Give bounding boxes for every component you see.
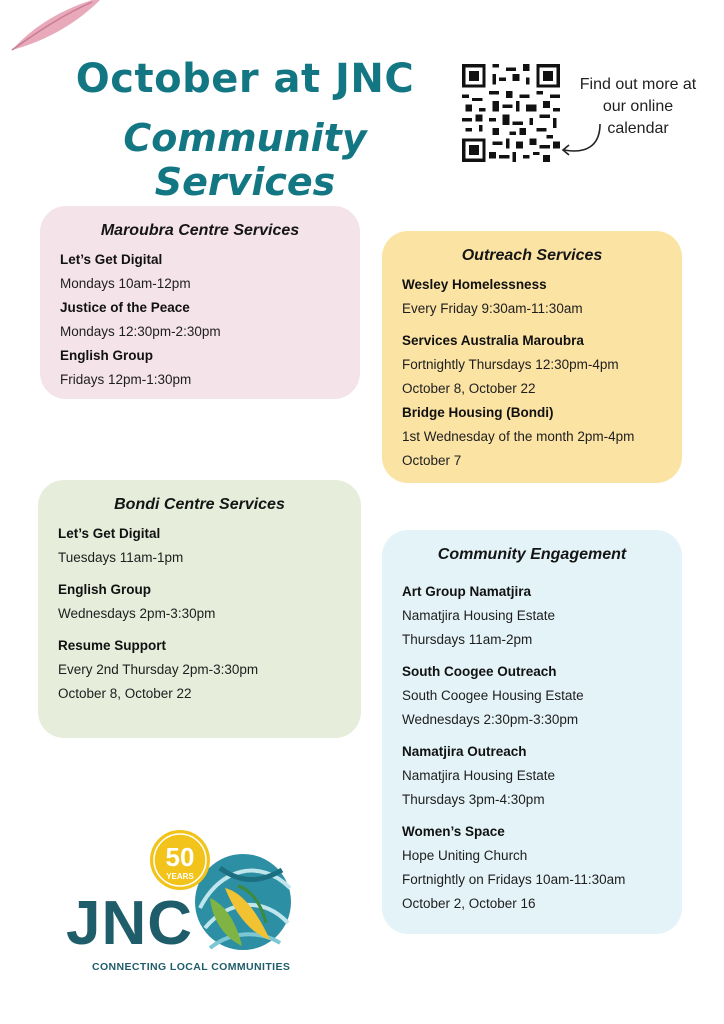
service-detail: Wednesdays 2pm-3:30pm	[58, 606, 216, 621]
service-detail: Every 2nd Thursday 2pm-3:30pm	[58, 662, 259, 677]
service-detail: Mondays 10am-12pm	[60, 276, 191, 291]
qr-caption: Find out more at our online calendar	[579, 76, 697, 137]
logo-name: JNC	[66, 889, 194, 958]
service-title: English Group	[58, 582, 151, 597]
qr-code-icon[interactable]	[462, 64, 560, 162]
card-heading: Community Engagement	[437, 546, 627, 563]
card-heading: Outreach Services	[461, 247, 603, 264]
service-title: Let’s Get Digital	[58, 526, 161, 541]
service-detail: Namatjira Housing Estate	[402, 608, 556, 623]
service-detail: Thursdays 3pm-4:30pm	[402, 792, 545, 807]
service-title: Resume Support	[58, 638, 167, 653]
service-detail: Namatjira Housing Estate	[402, 768, 556, 783]
service-detail: Mondays 12:30pm-2:30pm	[60, 324, 221, 339]
service-detail: Fortnightly Thursdays 12:30pm-4pm	[402, 357, 619, 372]
badge-number: 50	[165, 842, 195, 872]
maroubra-services-card	[40, 206, 360, 399]
leaf-decoration-icon	[0, 0, 100, 60]
service-detail: October 8, October 22	[402, 381, 536, 396]
card-heading: Maroubra Centre Services	[100, 222, 300, 239]
outreach-services-card	[382, 231, 682, 483]
service-detail: October 8, October 22	[58, 686, 192, 701]
service-title: Justice of the Peace	[60, 300, 190, 315]
service-detail: South Coogee Housing Estate	[402, 688, 584, 703]
service-title: English Group	[60, 348, 153, 363]
logo-tagline: CONNECTING LOCAL COMMUNITIES	[92, 961, 291, 973]
card-heading: Bondi Centre Services	[114, 496, 285, 513]
service-title: Services Australia Maroubra	[402, 333, 584, 348]
service-detail: Every Friday 9:30am-11:30am	[402, 301, 583, 316]
curved-arrow-icon	[556, 120, 604, 160]
service-detail: 1st Wednesday of the month 2pm-4pm	[402, 429, 635, 444]
service-detail: Thursdays 11am-2pm	[402, 632, 533, 647]
service-title: Wesley Homelessness	[402, 277, 547, 292]
page-title: October at JNC	[75, 56, 415, 102]
badge-word: YEARS	[166, 872, 194, 881]
service-title: Namatjira Outreach	[402, 744, 527, 759]
service-detail: October 2, October 16	[402, 896, 536, 911]
service-detail: Fortnightly on Fridays 10am-11:30am	[402, 872, 626, 887]
service-detail: October 7	[402, 453, 462, 468]
service-title: Let’s Get Digital	[60, 252, 163, 267]
service-title: Bridge Housing (Bondi)	[402, 405, 554, 420]
service-detail: Hope Uniting Church	[402, 848, 528, 863]
community-engagement-card	[382, 530, 682, 934]
bondi-services-card	[38, 480, 361, 738]
service-title: Women’s Space	[402, 824, 505, 839]
service-title: South Coogee Outreach	[402, 664, 557, 679]
service-title: Art Group Namatjira	[402, 584, 532, 599]
service-detail: Fridays 12pm-1:30pm	[60, 372, 192, 387]
service-detail: Tuesdays 11am-1pm	[58, 550, 184, 565]
page-subtitle: Community Services	[123, 116, 367, 204]
service-detail: Wednesdays 2:30pm-3:30pm	[402, 712, 579, 727]
